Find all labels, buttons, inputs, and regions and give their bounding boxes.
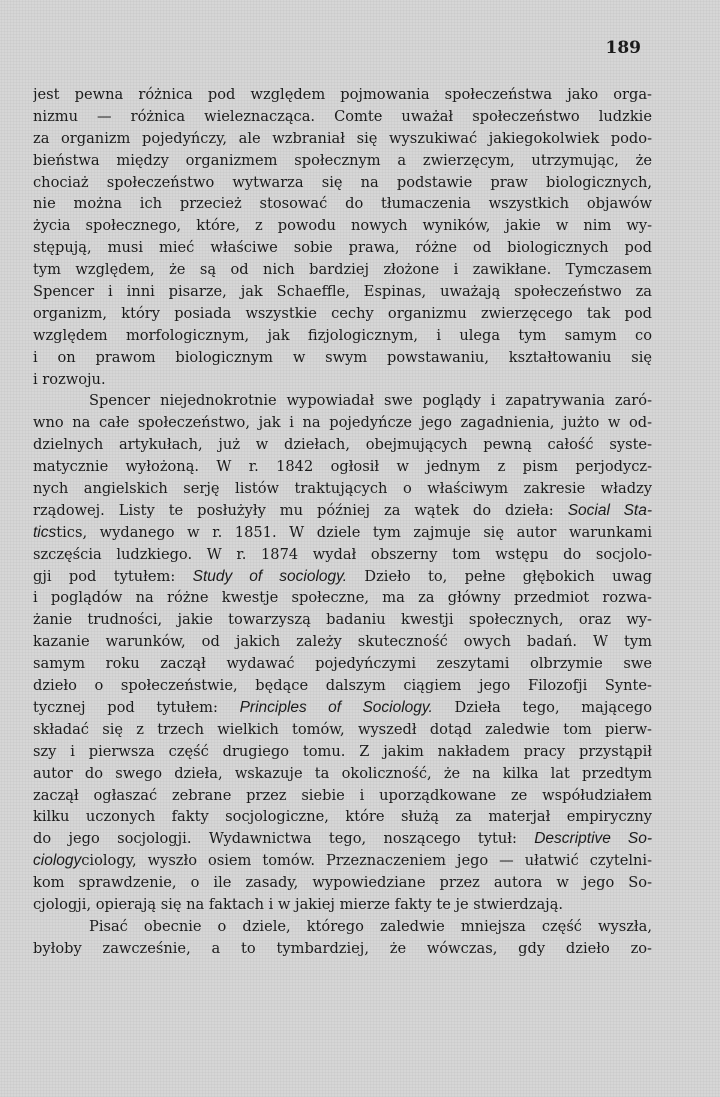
text-line: za organizm pojedyńczy, ale wzbraniał się wyszukiwać jakiegokolwiek podo- <box>33 129 652 147</box>
text-line: Spencer i inni pisarze, jak Schaeffle, Espinas, uważają społeczeństwo za <box>33 283 652 301</box>
book-title-descriptive-sociology-end: ciology <box>33 852 82 870</box>
text-line: stępują, musi mieć właściwe sobie prawa, różne od biologicznych pod <box>33 239 652 257</box>
text-line: dzielnych artykułach, już w dziełach, obejmujących pewną całość syste- <box>33 436 652 454</box>
book-title-descriptive-sociology: Descriptive So- <box>534 830 652 848</box>
text-line: nie można ich przecież stosować do tłumaczenia wszystkich objawów <box>33 195 652 213</box>
text-line: Pisać obecnie o dziele, którego zaledwie mniejsza część wyszła, <box>89 917 652 935</box>
book-title-social-statics: Social Sta- <box>567 501 652 519</box>
text-line <box>33 697 652 719</box>
text-line: autor do swego dzieła, wskazuje ta okoliczność, że na kilka lat przedtym <box>33 764 652 782</box>
text-line: matycznie wyłożoną. W r. 1842 ogłosił w jednym z pism perjodycz- <box>33 458 652 476</box>
text-line: jest pewna różnica pod względem pojmowania społeczeństwa jako orga- <box>33 86 652 103</box>
page-number: 189 <box>605 38 641 58</box>
text-line <box>33 828 652 850</box>
text-line <box>33 850 652 872</box>
text-line: bieństwa między organizmem społecznym a zwierzęcym, utrzymując, że <box>33 151 652 169</box>
text-line: zaczął ogłaszać zebrane przez siebie i uporządkowane ze współudziałem <box>33 786 652 804</box>
text-line: i rozwoju. <box>33 370 106 388</box>
text-line: wno na całe społeczeństwo, jak i na pojedyńcze jego zagadnienia, jużto w od- <box>33 414 652 432</box>
text-segment: tics, wydanego w r. 1851. W dziele tym zajmuje się autor warunkami <box>56 523 652 541</box>
text-line: byłoby zawcześnie, a to tymbardziej, że wówczas, gdy dzieło zo- <box>33 939 652 957</box>
text-line: tym względem, że są od nich bardziej złożone i zawikłane. Tymczasem <box>33 261 652 279</box>
text-line: cjologji, opierają się na faktach i w jakiej mierze fakty te je stwierdzają. <box>33 895 564 913</box>
text-line: szczęścia ludzkiego. W r. 1874 wydał obszerny tom wstępu do socjolo- <box>33 545 652 563</box>
text-segment: Dzieła tego, mającego <box>454 698 652 716</box>
text-line: względem morfologicznym, jak fizjologicznym, i ulega tym samym co <box>33 326 652 344</box>
book-title-social-statics-end: tics <box>33 523 57 541</box>
text-line: żanie trudności, jakie towarzyszą badaniu kwestji społecznych, oraz wy- <box>33 611 652 629</box>
text-line: organizm, który posiada wszystkie cechy organizmu zwierzęcego tak pod <box>33 304 652 322</box>
text-line: nych angielskich serję listów traktujących o właściwym zakresie władzy <box>33 480 652 498</box>
text-line: samym roku zaczął wydawać pojedyńczymi zeszytami olbrzymie swe <box>33 655 652 673</box>
text-segment: do jego socjologji. Wydawnictwa tego, noszącego tytuł: <box>33 830 517 848</box>
text-line: szy i pierwsza część drugiego tomu. Z jakim nakładem pracy przystąpił <box>33 742 652 760</box>
text-line: i poglądów na różne kwestje społeczne, ma za główny przedmiot rozwa- <box>33 589 652 607</box>
text-line: chociaż społeczeństwo wytwarza się na podstawie praw biologicznych, <box>33 173 652 191</box>
text-line: dzieło o społeczeństwie, będące dalszym ciągiem jego Filozofji Synte- <box>33 677 652 695</box>
text-segment: rządowej. Listy te posłużyły mu później za wątek do dzieła: <box>33 501 554 519</box>
book-title-study-of-sociology: Study of sociology. <box>192 567 348 585</box>
text-line: kom sprawdzenie, o ile zasady, wypowiedziane przez autora w jego So- <box>33 874 652 892</box>
text-line <box>33 522 652 544</box>
text-line: kazanie warunków, od jakich zależy skuteczność owych badań. W tym <box>33 633 652 651</box>
text-line: nizmu — różnica wieleznacząca. Comte uważał społeczeństwo ludzkie <box>33 107 652 125</box>
text-line: Spencer niejednokrotnie wypowiadał swe poglądy i zapatrywania zaró- <box>89 392 652 410</box>
text-segment: tycznej pod tytułem: <box>33 698 218 716</box>
text-line: składać się z trzech wielkich tomów, wyszedł dotąd zaledwie tom pierw- <box>33 720 652 738</box>
text-segment: gji pod tytułem: <box>33 567 176 585</box>
text-line: życia społecznego, które, z powodu nowych wyników, jakie w nim wy- <box>33 217 652 235</box>
body-text <box>33 84 652 960</box>
book-title-principles-of-sociology: Principles of Sociology. <box>239 698 433 716</box>
text-line <box>33 566 652 588</box>
text-line <box>33 500 652 522</box>
text-segment: ciology, wyszło osiem tomów. Przeznaczeniem jego — ułatwić czytelni- <box>81 852 652 870</box>
text-segment: Dzieło to, pełne głębokich uwag <box>364 567 652 585</box>
text-line: i on prawom biologicznym w swym powstawaniu, kształtowaniu się <box>33 348 652 366</box>
text-line: kilku uczonych fakty socjologiczne, które służą za materjał empiryczny <box>33 808 652 826</box>
